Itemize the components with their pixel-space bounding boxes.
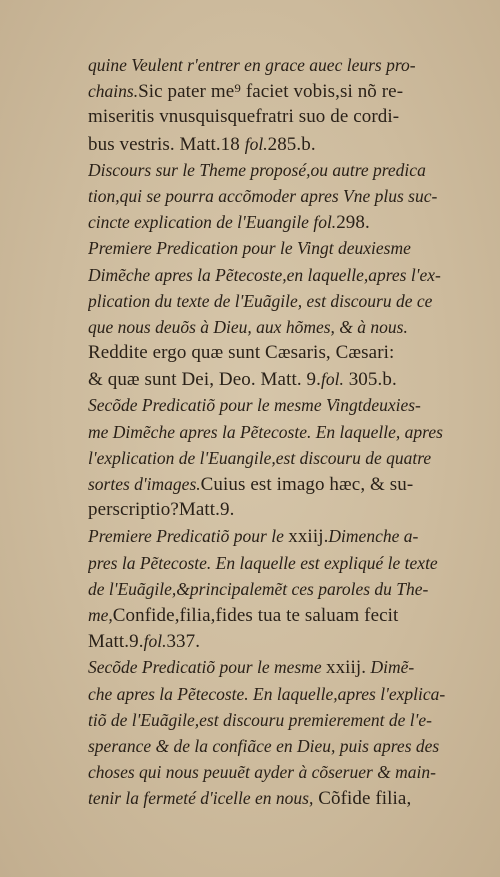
roman-text: Sic pater me⁹ faciet vobis,si nõ re- — [138, 81, 404, 103]
text-line — [88, 262, 480, 288]
roman-text: 337. — [166, 631, 201, 653]
text-line — [88, 628, 480, 654]
italic-text: che apres la Pẽtecoste. En laquelle,apres l'explica- — [88, 683, 446, 704]
text-line — [88, 681, 480, 707]
text-line — [88, 497, 480, 523]
text-line — [88, 235, 480, 261]
italic-text: plication du texte de l'Euãgile, est discouru de ce — [88, 290, 433, 311]
roman-text: xxiij. — [288, 526, 329, 548]
italic-text: Dimenche a- — [328, 526, 419, 547]
text-line — [88, 131, 480, 157]
italic-text: fol. — [244, 133, 268, 154]
italic-text: Secõde Predicatiõ pour le mesme Vingtdeuxies- — [88, 395, 421, 416]
italic-text: de l'Euãgile,&principalemẽt ces paroles du The- — [88, 578, 429, 599]
text-line — [88, 366, 480, 392]
italic-text: me, — [88, 604, 113, 625]
text-line — [88, 785, 480, 811]
italic-text: quine Veulent r'entrer en grace auec leurs pro- — [88, 55, 416, 75]
roman-text: 285.b. — [267, 133, 316, 155]
italic-text: fol. — [143, 631, 167, 652]
text-line — [88, 288, 480, 314]
roman-text: Cuius est imago hæc, & su- — [200, 474, 414, 495]
roman-text: Matt.9. — [88, 631, 144, 653]
roman-text: 305.b. — [343, 369, 397, 391]
text-line — [88, 707, 480, 733]
text-line — [88, 392, 480, 418]
text-line — [88, 52, 480, 78]
roman-text: xxiij. — [325, 657, 367, 679]
text-line — [88, 733, 480, 759]
italic-text: tenir la fermeté d'icelle en nous, — [88, 788, 314, 809]
text-line — [88, 602, 480, 628]
italic-text: tion,qui se pourra accõmoder apres Vne plus suc- — [88, 185, 438, 206]
text-line — [88, 576, 480, 602]
text-line — [88, 471, 480, 497]
italic-text: Dimẽ- — [366, 657, 415, 678]
roman-text: Confide,filia,fides tua te saluam fecit — [112, 604, 399, 626]
text-line — [88, 654, 480, 680]
roman-text: perscriptio?Matt.9. — [88, 499, 235, 521]
roman-text: Reddite ergo quæ sunt Cæsaris, Cæsari: — [88, 342, 395, 364]
text-line — [88, 104, 480, 130]
roman-text: 298. — [336, 212, 370, 234]
italic-text: cincte explication de l'Euangile fol. — [88, 212, 337, 233]
text-line — [88, 157, 480, 183]
text-line — [88, 340, 480, 366]
text-line — [88, 759, 480, 785]
text-line — [88, 78, 480, 104]
italic-text: Premiere Predication pour le Vingt deuxiesme — [88, 238, 411, 259]
italic-text: l'explication de l'Euangile,est discouru de quatre — [88, 447, 432, 468]
italic-text: sperance & de la confiãce en Dieu, puis apres des — [88, 735, 440, 756]
roman-text: Cõfide filia, — [313, 788, 412, 810]
text-line — [88, 314, 480, 340]
italic-text: Discours sur le Theme proposé,ou autre predica — [88, 159, 426, 180]
italic-text: choses qui nous peuuẽt ayder à cõseruer & main- — [88, 762, 436, 783]
italic-text: chains. — [88, 81, 139, 102]
roman-text: miseritis vnusquisquefratri suo de cordi- — [88, 106, 400, 128]
table-of-contents-text — [88, 52, 480, 811]
roman-text: bus vestris. Matt.18 — [88, 133, 245, 155]
text-line — [88, 209, 480, 235]
italic-text: Secõde Predicatiõ pour le mesme — [88, 657, 326, 678]
text-line — [88, 523, 480, 549]
italic-text: tiõ de l'Euãgile,est discouru premierement de l'e- — [88, 709, 432, 730]
text-line — [88, 419, 480, 445]
text-line — [88, 550, 480, 576]
italic-text: fol. — [321, 369, 344, 390]
italic-text: Dimẽche apres la Pẽtecoste,en laquelle,apres l'ex- — [88, 264, 441, 285]
italic-text: que nous deuõs à Dieu, aux hõmes, & à nous. — [88, 316, 408, 337]
italic-text: pres la Pẽtecoste. En laquelle est expliqué le texte — [88, 552, 438, 573]
italic-text: sortes d'images. — [88, 474, 201, 494]
text-line — [88, 183, 480, 209]
italic-text: Premiere Predicatiõ pour le — [88, 526, 289, 547]
italic-text: me Dimẽche apres la Pẽtecoste. En laquelle, apres — [88, 421, 443, 442]
roman-text: & quæ sunt Dei, Deo. Matt. 9. — [88, 369, 321, 391]
text-line — [88, 445, 480, 471]
